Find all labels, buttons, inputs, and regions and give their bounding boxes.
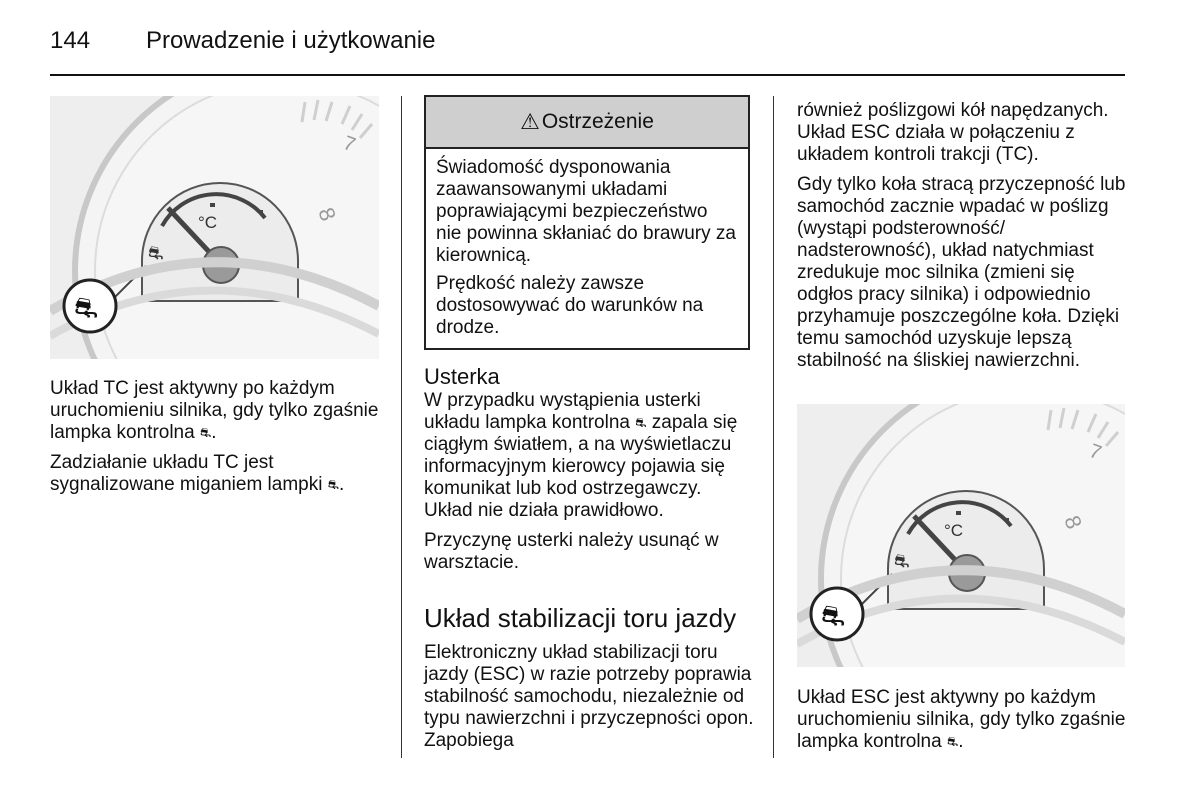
left-column-text [50, 378, 390, 504]
page-number: 144 [50, 27, 91, 54]
svg-text:8: 8 [1059, 512, 1087, 533]
traction-control-lamp-icon: ⛐ [821, 599, 846, 632]
warning-body [426, 149, 748, 339]
esc-skid-paragraph: Gdy tylko koła stracą przyczepność lub samochód zacznie wpadać w poślizg (wystąpi podsterowność/ nadsterowność), układ natychmiast zredukuje moc silnika (zmieni się odgłos pracy silnika) i odpowiednio przyhamuje poszczególne koła. Dzięki temu samochód uzyskuje lepszą stabilność na śliskiej nawierzchni. [797, 174, 1126, 371]
svg-text:⛐: ⛐ [894, 551, 910, 572]
svg-text:7: 7 [340, 132, 359, 157]
svg-text:°C: °C [944, 521, 964, 540]
svg-text:⛐: ⛐ [148, 243, 164, 264]
esc-heading: Układ stabilizacji toru jazdy [424, 603, 737, 633]
warning-paragraph: Świadomość dysponowania zaawansowanymi układami poprawiającymi bezpieczeństwo nie powinna skłaniać do brawury za kierownicą. [436, 157, 736, 266]
esc-continued-paragraph: również poślizgowi kół napędzanych. Układ ESC działa w połączeniu z układem kontroli trakcji (TC). [797, 100, 1109, 165]
esc-active-paragraph: Układ ESC jest aktywny po każdym uruchomieniu silnika, gdy tylko zgaśnie lampka kontrolna ⛐. [797, 687, 1126, 752]
traction-control-lamp-icon: ⛐ [327, 477, 339, 492]
header-rule [50, 74, 1125, 76]
traction-control-lamp-icon: ⛐ [635, 415, 647, 430]
page-title: Prowadzenie i użytkowanie [146, 27, 436, 54]
esc-paragraph: Elektroniczny układ stabilizacji toru jazdy (ESC) w razie potrzeby poprawia stabilność samochodu, niezależnie od typu nawierzchni i przyczepności opon. Zapobiega [424, 642, 754, 751]
warning-paragraph: Prędkość należy zawsze dostosowywać do warunków na drodze. [436, 273, 704, 338]
instrument-gauge-illustration [797, 404, 1125, 667]
traction-control-lamp-icon: ⛐ [199, 425, 212, 440]
column-divider-1 [401, 96, 402, 758]
warning-triangle-icon: ⚠ [520, 109, 540, 134]
fault-repair-paragraph: Przyczynę usterki należy usunąć w warsztacie. [424, 530, 719, 573]
warning-header [426, 97, 748, 149]
right-column-text [797, 100, 1127, 380]
fault-section-text [424, 390, 754, 582]
svg-text:7: 7 [1086, 440, 1105, 465]
fault-paragraph: W przypadku wystąpienia usterki układu lampka kontrolna ⛐ zapala się ciągłym światłem, a na wyświetlaczu informacyjnym kierowcy pojawia się komunikat lub kod ostrzegawczy. Układ nie działa prawidłowo. [424, 390, 738, 521]
traction-control-lamp-icon: ⛐ [74, 291, 99, 324]
esc-section-text [424, 642, 754, 760]
tc-active-paragraph: Układ TC jest aktywny po każdym uruchomieniu silnika, gdy tylko zgaśnie lampka kontrolna ⛐. [50, 378, 379, 443]
fault-heading: Usterka [424, 364, 500, 389]
traction-control-lamp-icon: ⛐ [946, 734, 959, 749]
tc-signal-paragraph: Zadziałanie układu TC jest sygnalizowane miganiem lampki ⛐. [50, 452, 345, 495]
right-column-bottom-text [797, 687, 1127, 761]
warning-title: Ostrzeżenie [541, 110, 654, 133]
svg-text:°C: °C [198, 213, 218, 232]
warning-box [424, 95, 750, 350]
column-divider-2 [773, 96, 774, 758]
svg-text:8: 8 [313, 204, 341, 225]
instrument-gauge-illustration [50, 96, 379, 359]
